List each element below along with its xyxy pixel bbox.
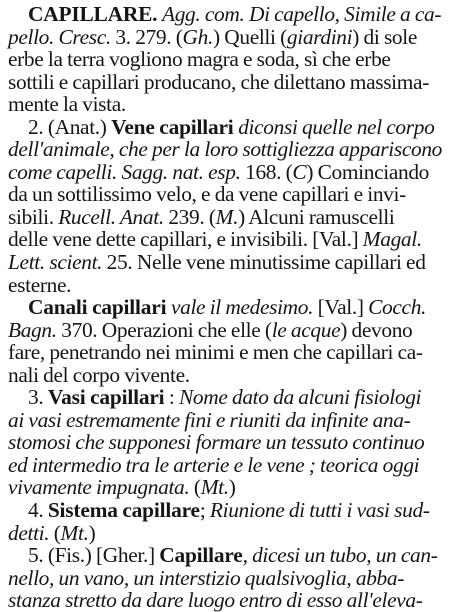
entry-first-line [8, 544, 466, 567]
entry-line [8, 161, 466, 184]
entry-line [8, 138, 466, 161]
body-text: 2. (Anat.) [28, 114, 112, 139]
headword: CAPILLARE. [28, 2, 162, 26]
body-text: ) [88, 520, 96, 545]
italic-text: Magal. [362, 227, 422, 252]
entry-line [8, 228, 466, 251]
body-text: delle vene dette capillari, e invisibili. [Val.] [8, 227, 363, 252]
italic-text: Agg. com. Di capello, Simile a ca- [161, 2, 442, 26]
italic-text: detti. [8, 520, 54, 545]
body-text: ) [228, 475, 236, 500]
italic-text: C [292, 159, 307, 184]
italic-text: come capelli. Sagg. nat. esp. [8, 159, 246, 184]
italic-text: vivamente impugnata. [8, 475, 194, 500]
body-text: sibili. [8, 204, 59, 229]
headword: Vasi capillari [47, 385, 165, 410]
italic-text: Mt. [60, 520, 89, 545]
italic-text: Lett. scient. [8, 250, 107, 275]
body-text: 239. ( [168, 204, 216, 229]
italic-text: dell'animale, che per la loro sottigliezza appariscono [8, 137, 443, 162]
italic-text: Rucell. Anat. [58, 204, 169, 229]
dictionary-entry [8, 544, 466, 612]
body-text: 370. Operazioni che elle ( [61, 317, 272, 342]
italic-text: stomosi che supponesi formare un tessuto continuo [8, 430, 425, 455]
body-text: ) Alcuni ramuscelli [238, 204, 395, 229]
headword: Sistema capillare [47, 498, 200, 523]
body-text: ) Quelli ( [212, 24, 287, 49]
italic-text: ed intermedio tra le arterie e le vene ; teorica oggi [8, 452, 420, 477]
entry-line [8, 431, 466, 454]
entry-line [8, 206, 466, 229]
body-text: ; [199, 498, 210, 523]
body-text: ) Cominciando [306, 159, 430, 184]
body-text: : [164, 385, 179, 410]
italic-text: Riunione di tutti i vasi sud- [209, 498, 430, 523]
italic-text: M. [215, 204, 239, 229]
italic-text: Bagn. [8, 317, 62, 342]
italic-text: Nome dato da alcuni fisiologi [178, 385, 422, 410]
body-text: da un sottilissimo velo, e da vene capillari e invi- [8, 182, 406, 207]
entry-line [8, 183, 466, 206]
body-text: 3. [28, 385, 48, 410]
italic-text: le acque [271, 317, 341, 342]
body-text: erbe la terra vogliono magra e soda, sì che erbe [8, 47, 391, 72]
entry-line [8, 454, 466, 477]
entry-line [8, 48, 466, 71]
italic-text: Cocch. [368, 295, 427, 320]
body-text: mente la vista. [8, 92, 126, 117]
body-text: ) di sole [352, 24, 418, 49]
entry-line [8, 567, 466, 590]
entry-line [8, 93, 466, 116]
italic-text: diconsi quelle nel corpo [238, 114, 435, 139]
entry-line [8, 364, 466, 387]
entry-first-line [8, 296, 466, 319]
body-text: ( [193, 475, 201, 500]
headword: Vene capillari [111, 114, 239, 139]
body-text: 5. (Fis.) [Gher.] [28, 543, 160, 568]
entry-line [8, 319, 466, 342]
body-text: [Val.] [317, 295, 369, 320]
body-text: ( [53, 520, 61, 545]
entry-first-line [8, 386, 466, 409]
body-text: nali del corpo vivente. [8, 362, 190, 387]
body-text: 25. Nelle vene minutissime capillari ed [106, 250, 426, 275]
entry-line [8, 274, 466, 297]
body-text: 3. 279. ( [115, 24, 183, 49]
entry-line [8, 409, 466, 432]
italic-text: stanza stretto da dare luogo entro di esso all'eleva- [8, 588, 423, 612]
body-text: ) devono [340, 317, 413, 342]
entry-first-line [8, 3, 466, 26]
dictionary-entry [8, 116, 466, 296]
italic-text: Mt. [200, 475, 229, 500]
dictionary-entry [8, 3, 466, 116]
entry-line [8, 589, 466, 612]
headword: Canali capillari [28, 295, 171, 320]
italic-text: Gh. [182, 24, 213, 49]
entry-first-line [8, 499, 466, 522]
entry-first-line [8, 116, 466, 139]
entry-line [8, 341, 466, 364]
entry-line [8, 251, 466, 274]
italic-text: pello. Cresc. [8, 24, 116, 49]
italic-text: , dicesi un tubo, un can- [242, 543, 438, 568]
italic-text: vale il medesimo. [170, 295, 318, 320]
entry-line [8, 71, 466, 94]
italic-text: ai vasi estremamente fini e riuniti da infinite ana- [8, 407, 411, 432]
entry-line [8, 26, 466, 49]
body-text: fare, penetrando nei minimi e men che capillari ca- [8, 340, 423, 365]
body-text: esterne. [8, 272, 72, 297]
dictionary-entry [8, 499, 466, 544]
headword: Capillare [159, 543, 243, 568]
body-text: 168. ( [245, 159, 293, 184]
body-text: sottili e capillari producano, che dilettano massima- [8, 69, 429, 94]
dictionary-entry [8, 386, 466, 499]
entry-line [8, 522, 466, 545]
italic-text: giardini [286, 24, 353, 49]
body-text: 4. [28, 498, 48, 523]
italic-text: nello, un vano, un interstizio qualsivoglia, abba- [8, 565, 405, 590]
dictionary-entry [8, 296, 466, 386]
entry-line [8, 476, 466, 499]
